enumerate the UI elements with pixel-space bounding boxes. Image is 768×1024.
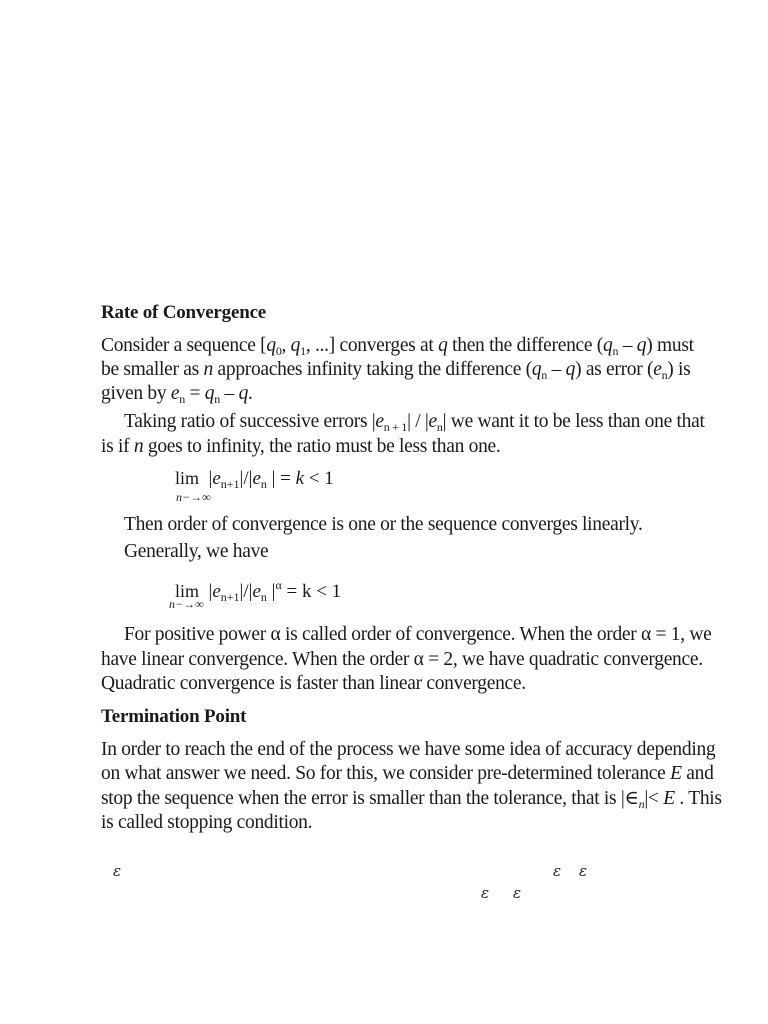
termination-line-4: is called stopping condition. — [101, 812, 313, 833]
paragraph-4: Generally, we have — [124, 541, 269, 562]
termination-line-1: In order to reach the end of the process we have some idea of accuracy depending — [101, 739, 716, 760]
stray-epsilon-5: ε — [513, 884, 522, 902]
equation-2: $\lim |e_{n+1}|/|e_n$ $|^\alpha = k < 1$ — [175, 578, 342, 604]
heading-termination-point: Termination Point — [101, 706, 247, 727]
termination-line-3: stop the sequence when the error is smaller than the tolerance, that is $|\in_n|< E$ . This — [101, 788, 722, 811]
paragraph-1-line-2: be smaller as n approaches infinity taking the difference $(q_n - q)$ as error $(e_n)$ is — [101, 359, 691, 382]
termination-line-2: on what answer we need. So for this, we consider pre-determined tolerance E and — [101, 763, 714, 784]
stray-epsilon-4: ε — [481, 884, 490, 902]
paragraph-2-line-2: is if n goes to infinity, the ratio must be less than one. — [101, 436, 501, 457]
equation-2-limit-subscript: n−→∞ — [169, 597, 204, 611]
paragraph-1-line-3: given by $e_n = q_n - q$. — [101, 383, 253, 406]
paragraph-3: Then order of convergence is one or the sequence converges linearly. — [124, 514, 643, 535]
paragraph-2-line-1: Taking ratio of successive errors $|e_{n + 1}| / |e_n|$ we want it to be less than one that — [124, 411, 705, 434]
paragraph-1-line-1: Consider a sequence [$q_0$, $q_1$, ...] converges at q then the difference $(q_n - q)$ must — [101, 335, 694, 358]
equation-1-limit-subscript: n−→∞ — [176, 490, 211, 504]
stray-epsilon-3: ε — [579, 862, 588, 880]
paragraph-5-line-2: have linear convergence. When the order α = 2, we have quadratic convergence. — [101, 649, 703, 670]
paragraph-5-line-1: For positive power α is called order of convergence. When the order α = 1, we — [124, 624, 712, 645]
stray-epsilon-1: ε — [113, 862, 122, 880]
stray-epsilon-2: ε — [553, 862, 562, 880]
heading-rate-of-convergence: Rate of Convergence — [101, 302, 267, 323]
equation-1: $\lim |e_{n+1}|/|e_n$ | = k < 1 — [175, 468, 334, 491]
paragraph-5-line-3: Quadratic convergence is faster than linear convergence. — [101, 673, 526, 694]
